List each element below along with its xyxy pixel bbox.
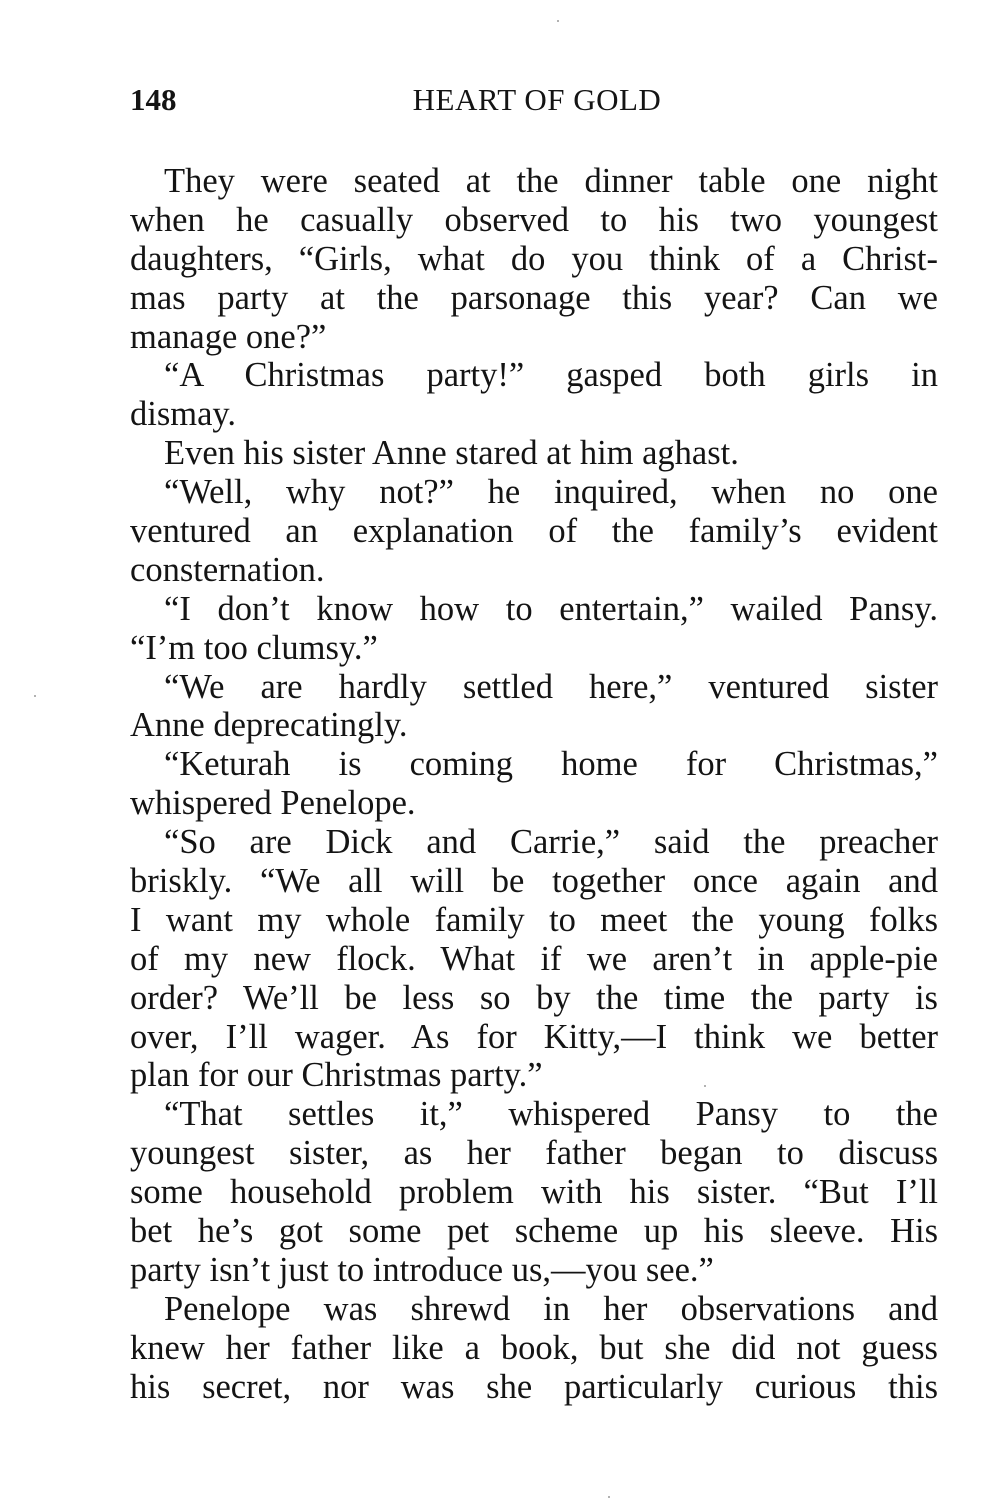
paper-speck <box>608 1496 610 1498</box>
paper-speck <box>34 695 36 697</box>
text-line: over, I’ll wager. As for Kitty,—I think we better <box>130 1017 938 1056</box>
paragraph <box>130 1095 938 1289</box>
text-line: his secret, nor was she particularly curious this <box>130 1367 938 1406</box>
text-line: I want my whole family to meet the young folks <box>130 900 938 939</box>
paper-speck <box>557 20 559 22</box>
text-line: mas party at the parsonage this year? Can we <box>130 278 938 317</box>
paragraph <box>130 590 938 668</box>
text-line: “So are Dick and Carrie,” said the preacher <box>164 823 938 862</box>
text-line: bet he’s got some pet scheme up his sleeve. His <box>130 1212 938 1251</box>
text-line: whispered Penelope. <box>130 784 416 823</box>
text-line: youngest sister, as her father began to discuss <box>130 1134 938 1173</box>
text-line: “A Christmas party!” gasped both girls in <box>164 356 938 395</box>
paragraph <box>130 668 938 746</box>
text-line: some household problem with his sister. “But I’ll <box>130 1173 938 1212</box>
paragraph <box>130 473 938 590</box>
paragraph <box>130 823 938 1095</box>
text-line: “Well, why not?” he inquired, when no one <box>164 473 938 512</box>
text-line: when he casually observed to his two youngest <box>130 200 938 239</box>
text-line: “That settles it,” whispered Pansy to the <box>164 1095 938 1134</box>
text-line: Even his sister Anne stared at him aghast. <box>164 434 739 473</box>
text-line: of my new flock. What if we aren’t in apple-pie <box>130 939 938 978</box>
text-line: They were seated at the dinner table one night <box>164 162 938 200</box>
text-line: party isn’t just to introduce us,—you see.” <box>130 1250 714 1289</box>
text-line: “We are hardly settled here,” ventured sister <box>164 667 938 706</box>
page-number: 148 <box>130 82 177 117</box>
paper-speck <box>704 1085 706 1087</box>
paragraph <box>130 162 938 356</box>
text-line: “Keturah is coming home for Christmas,” <box>164 745 938 784</box>
text-line: briskly. “We all will be together once again and <box>130 862 938 901</box>
text-line: daughters, “Girls, what do you think of a Christ- <box>130 239 938 278</box>
text-line: ventured an explanation of the family’s evident <box>130 512 938 551</box>
text-line: plan for our Christmas party.” <box>130 1056 543 1095</box>
text-line: “I don’t know how to entertain,” wailed Pansy. <box>164 589 938 628</box>
paragraph <box>130 745 938 823</box>
text-line: manage one?” <box>130 317 327 356</box>
text-line: knew her father like a book, but she did not guess <box>130 1328 938 1367</box>
running-title: HEART OF GOLD <box>412 82 662 117</box>
paragraph <box>130 434 938 473</box>
page-header <box>130 78 938 122</box>
paragraph <box>130 1290 938 1407</box>
paragraph <box>130 356 938 434</box>
text-line: consternation. <box>130 550 325 589</box>
text-line: “I’m too clumsy.” <box>130 628 378 667</box>
body-text <box>130 162 938 1407</box>
text-line: dismay. <box>130 395 237 434</box>
text-line: Anne deprecatingly. <box>130 706 408 745</box>
text-line: order? We’ll be less so by the time the party is <box>130 978 938 1017</box>
text-line: Penelope was shrewd in her observations and <box>164 1289 938 1328</box>
